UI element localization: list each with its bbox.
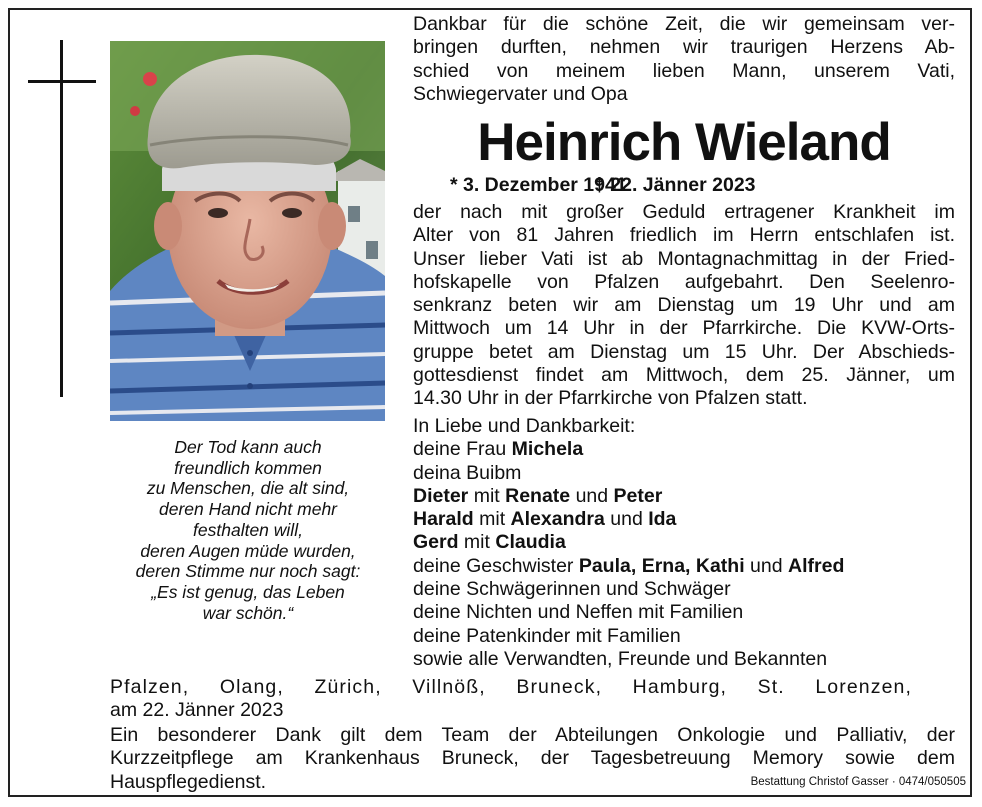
intro-line: schied von meinem lieben Mann, unserem Vati,: [413, 59, 955, 82]
thanks-line: Hauspflegedienst.: [110, 770, 267, 793]
poem-line: deren Hand nicht mehr: [158, 499, 338, 520]
poem-line: deren Augen müde wurden,: [140, 540, 356, 561]
body-line: senkranz beten wir am Dienstag um 19 Uhr und am: [413, 294, 955, 317]
birth-date: * 3. Dezember 1941: [450, 174, 627, 196]
body-line: Unser lieber Vati ist ab Montagnachmittag in der Fried-: [413, 247, 955, 270]
body-line: der nach mit großer Geduld ertragener Krankheit im: [413, 201, 955, 223]
body-line: Mittwoch um 14 Uhr in der Pfarrkirche. Die KVW-Orts-: [413, 317, 955, 340]
poem-line: Der Tod kann auch: [174, 437, 322, 457]
places-line: Pfalzen, Olang, Zürich, Villnöß, Bruneck, Hamburg, St. Lorenzen,: [110, 676, 912, 698]
mourner-line: Gerd mit Claudia: [413, 531, 566, 554]
place-date-line: am 22. Jänner 2023: [110, 699, 284, 722]
poem-line: deren Stimme nur noch sagt:: [135, 561, 361, 582]
mourner-line: In Liebe und Dankbarkeit:: [413, 415, 636, 437]
mourner-line: deina Buibm: [413, 461, 522, 484]
poem-line: freundlich kommen: [174, 457, 322, 478]
portrait-photo: [110, 41, 385, 421]
deceased-name: Heinrich Wieland: [477, 113, 891, 172]
mourner-line: Harald mit Alexandra und Ida: [413, 508, 677, 531]
mourner-line: deine Nichten und Neffen mit Familien: [413, 601, 744, 624]
poem-line: „Es ist genug, das Leben: [151, 581, 345, 602]
body-line: 14.30 Uhr in der Pfarrkirche von Pfalzen statt.: [413, 387, 808, 410]
intro-line: Schwiegervater und Opa: [413, 82, 628, 105]
mourners-list: [413, 415, 973, 671]
intro-line: bringen durften, nehmen wir traurigen Herzens Ab-: [413, 36, 955, 59]
mourner-line: Dieter mit Renate und Peter: [413, 484, 663, 507]
mourner-line: deine Frau Michela: [413, 438, 584, 461]
poem-line: festhalten will,: [193, 519, 303, 540]
poem-line: zu Menschen, die alt sind,: [146, 478, 350, 499]
mourner-line: deine Geschwister Paula, Erna, Kathi und Alfred: [413, 554, 845, 577]
body-line: gruppe betet am Dienstag um 15 Uhr. Der Abschieds-: [413, 340, 955, 363]
undertaker-credit: Bestattung Christof Gasser · 0474/050505: [750, 776, 966, 788]
death-date: † 22. Jänner 2023: [594, 174, 756, 196]
funeral-details: [413, 201, 955, 411]
intro-text: [413, 13, 955, 106]
cross-icon-bar: [28, 80, 96, 83]
mourner-line: deine Schwägerinnen und Schwäger: [413, 578, 731, 601]
body-line: gottesdienst findet am Mittwoch, dem 25. Jänner, um: [413, 364, 955, 387]
thanks-line: Ein besonderer Dank gilt dem Team der Abteilungen Onkologie und Palliativ, der: [110, 724, 955, 746]
cross-icon: [60, 40, 63, 397]
poem: [104, 437, 392, 623]
thanks-line: Kurzzeitpflege am Krankenhaus Bruneck, der Tagesbetreuung Memory sowie dem: [110, 747, 955, 770]
mourner-line: deine Patenkinder mit Familien: [413, 624, 681, 647]
intro-line: Dankbar für die schöne Zeit, die wir gemeinsam ver-: [413, 13, 955, 35]
places-and-date: [110, 676, 912, 723]
body-line: hofskapelle von Pfalzen aufgebahrt. Den Seelenro-: [413, 270, 955, 293]
mourner-line: sowie alle Verwandten, Freunde und Bekannten: [413, 647, 828, 670]
body-line: Alter von 81 Jahren friedlich im Herrn entschlafen ist.: [413, 224, 955, 247]
poem-line: war schön.“: [202, 602, 294, 623]
